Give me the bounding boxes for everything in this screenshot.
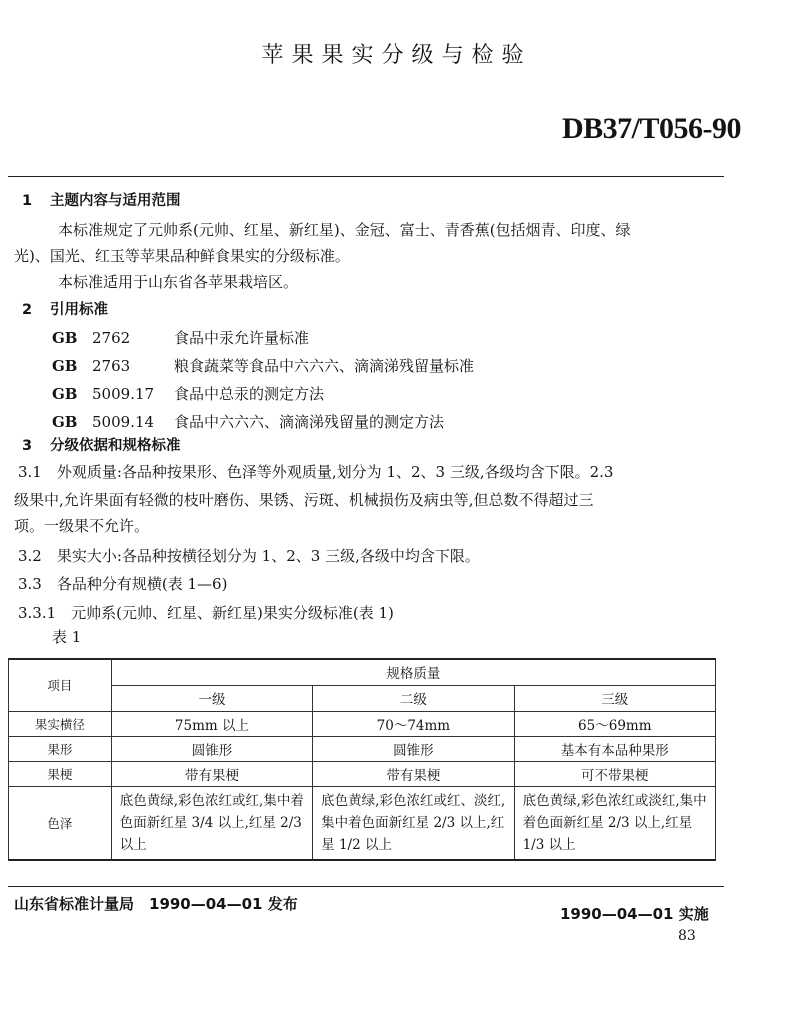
table-header-item: 项目 [9, 659, 112, 711]
section-2-heading [22, 300, 108, 320]
table-cell: 带有果梗 [313, 761, 514, 786]
reference-code: 2763 [92, 357, 131, 375]
issuer-line: 山东省标准计量局 1990—04—01 发布 [14, 895, 298, 913]
clause-3-1-line: 级果中,允许果面有轻微的枝叶磨伤、果锈、污斑、机械损伤及病虫等,但总数不得超过三 [14, 491, 594, 509]
table-row-label: 果实横径 [9, 711, 112, 736]
effective-date: 1990—04—01 实施 [560, 905, 709, 923]
table-header-grade: 二级 [313, 685, 514, 711]
reference-code: 2762 [92, 329, 131, 347]
table-row [9, 711, 716, 736]
reference-title: 食品中汞允许量标准 [174, 329, 310, 347]
table-cell: 底色黄绿,彩色浓红或红,集中着色面新红星 3/4 以上,红星 2/3 以上 [111, 786, 312, 860]
table-cell: 带有果梗 [111, 761, 312, 786]
reference-title: 食品中总汞的测定方法 [174, 385, 325, 403]
reference-prefix: GB [52, 385, 78, 403]
table-cell: 圆锥形 [111, 736, 312, 761]
section-number: 1 [22, 193, 33, 209]
reference-item [52, 327, 309, 348]
reference-prefix: GB [52, 413, 78, 431]
table-row [9, 736, 716, 761]
section-1-scope-paragraph: 本标准适用于山东省各苹果栽培区。 [58, 273, 299, 291]
table-label: 表 1 [52, 628, 82, 646]
clause-3-3-1: 3.3.1 元帅系(元帅、红星、新红星)果实分级标准(表 1) [18, 604, 394, 622]
section-number: 2 [22, 302, 33, 318]
section-number: 3 [22, 438, 33, 454]
reference-prefix: GB [52, 329, 78, 347]
table-cell: 65～69mm [514, 711, 715, 736]
table-row [9, 786, 716, 860]
table-cell: 75mm 以上 [111, 711, 312, 736]
table-header-grade: 三级 [514, 685, 715, 711]
table-cell: 圆锥形 [313, 736, 514, 761]
section-3-heading [22, 436, 181, 456]
footer-rule [8, 886, 724, 887]
clause-3-1-line: 项。一级果不允许。 [14, 517, 150, 535]
clause-3-1-line: 3.1 外观质量:各品种按果形、色泽等外观质量,划分为 1、2、3 三级,各级均含下限。2.3 [18, 463, 614, 481]
reference-prefix: GB [52, 357, 78, 375]
table-header-spec: 规格质量 [111, 659, 715, 685]
table-cell: 底色黄绿,彩色浓红或红、淡红,集中着色面新红星 2/3 以上,红星 1/2 以上 [313, 786, 514, 860]
clause-3-3: 3.3 各品种分有规横(表 1—6) [18, 575, 228, 593]
table-row-label: 果形 [9, 736, 112, 761]
reference-code: 5009.14 [92, 413, 155, 431]
clause-3-2: 3.2 果实大小:各品种按横径划分为 1、2、3 三级,各级中均含下限。 [18, 547, 480, 565]
table-cell: 底色黄绿,彩色浓红或淡红,集中着色面新红星 2/3 以上,红星 1/3 以上 [514, 786, 715, 860]
document-title: 苹果果实分级与检验 [261, 43, 532, 68]
reference-item [52, 383, 324, 404]
document-number: DB37/T056-90 [561, 112, 741, 145]
page-number: 83 [678, 928, 696, 944]
table-cell: 70～74mm [313, 711, 514, 736]
table-row-label: 果梗 [9, 761, 112, 786]
section-1-paragraph-line: 本标准规定了元帅系(元帅、红星、新红星)、金冠、富士、青香蕉(包括烟青、印度、绿 [58, 221, 631, 239]
reference-item [52, 411, 444, 432]
reference-code: 5009.17 [92, 385, 155, 403]
reference-title: 食品中六六六、滴滴涕残留量的测定方法 [174, 413, 445, 431]
reference-title: 粮食蔬菜等食品中六六六、滴滴涕残留量标准 [174, 357, 475, 375]
section-1-paragraph-line: 光)、国光、红玉等苹果品种鲜食果实的分级标准。 [14, 247, 350, 265]
section-title: 引用标准 [50, 302, 108, 318]
section-title: 主题内容与适用范围 [50, 193, 181, 209]
table-cell: 基本有本品种果形 [514, 736, 715, 761]
table-header-grade: 一级 [111, 685, 312, 711]
section-1-heading [22, 191, 181, 211]
section-title: 分级依据和规格标准 [50, 438, 181, 454]
table-row [9, 761, 716, 786]
reference-item [52, 355, 474, 376]
grading-table [8, 658, 716, 861]
table-row-label: 色泽 [9, 786, 112, 860]
table-cell: 可不带果梗 [514, 761, 715, 786]
header-rule [8, 176, 724, 177]
